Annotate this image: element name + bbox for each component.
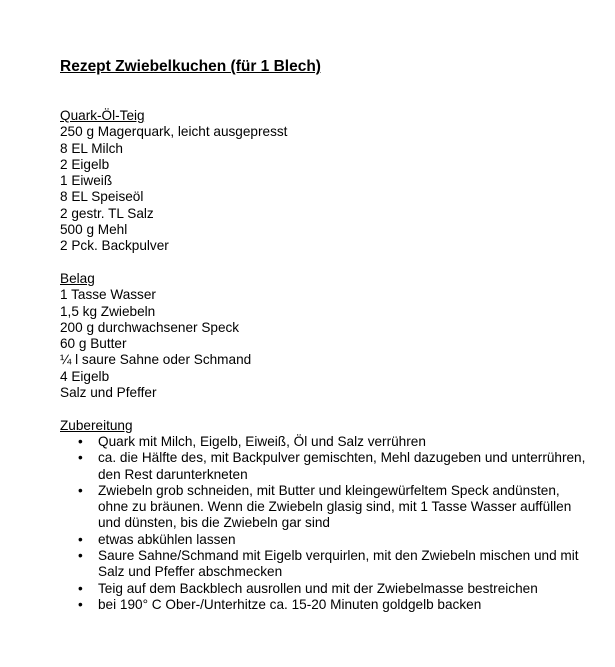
ingredient-line: 1 Eiweiß: [60, 173, 113, 189]
teig-heading: Quark-Öl-Teig: [60, 108, 145, 123]
step-text: Quark mit Milch, Eigelb, Eiweiß, Öl und Salz verrühren: [98, 433, 426, 449]
ingredient-line: 2 gestr. TL Salz: [60, 205, 154, 221]
recipe-title: Rezept Zwiebelkuchen (für 1 Blech): [60, 58, 321, 75]
step-item: [60, 450, 590, 483]
step-text: etwas abkühlen lassen: [98, 531, 236, 547]
zubereitung-section: [60, 418, 590, 614]
ingredient-line: Salz und Pfeffer: [60, 385, 157, 401]
ingredient-line: 1,5 kg Zwiebeln: [60, 303, 156, 319]
belag-heading: Belag: [60, 270, 95, 286]
ingredient-line: 200 g durchwachsener Speck: [60, 319, 240, 335]
step-item: [60, 483, 590, 532]
step-item: [60, 532, 590, 548]
ingredient-line: 2 Eigelb: [60, 156, 110, 172]
belag-section: [60, 271, 590, 401]
bullet-icon: •: [78, 433, 83, 449]
step-text: Saure Sahne/Schmand mit Eigelb verquirlen, mit den Zwiebeln mischen und mit Salz und Pfeffer abschmecken: [98, 548, 579, 580]
step-text: ca. die Hälfte des, mit Backpulver gemischten, Mehl dazugeben und unterrühren, den Rest darunterkneten: [98, 450, 586, 482]
step-item: [60, 548, 590, 581]
step-text: Teig auf dem Backblech ausrollen und mit der Zwiebelmasse bestreichen: [98, 580, 538, 596]
ingredient-line: 4 Eigelb: [60, 368, 110, 384]
bullet-icon: •: [78, 596, 83, 612]
ingredient-line: 250 g Magerquark, leicht ausgepresst: [60, 124, 288, 140]
step-item: [60, 597, 590, 613]
ingredient-line: 500 g Mehl: [60, 222, 128, 238]
zubereitung-heading: Zubereitung: [60, 417, 133, 433]
steps-list: [60, 434, 590, 613]
step-item: [60, 434, 590, 450]
bullet-icon: •: [78, 580, 83, 596]
step-text: Zwiebeln grob schneiden, mit Butter und kleingewürfeltem Speck andünsten, ohne zu bräunen. Wenn die Zwiebeln glasig sind, mit 1 Tasse Wasser auffüllen und dünsten, bis die Zwiebeln gar sind: [98, 482, 572, 531]
ingredient-line: 2 Pck. Backpulver: [60, 238, 169, 254]
bullet-icon: •: [78, 548, 83, 564]
ingredient-line: 8 EL Milch: [60, 140, 123, 156]
ingredient-line: 60 g Butter: [60, 336, 127, 352]
step-item: [60, 581, 590, 597]
recipe-content: [60, 108, 590, 613]
bullet-icon: •: [78, 531, 83, 547]
ingredient-line: 1 Tasse Wasser: [60, 287, 156, 303]
ingredient-line: 8 EL Speiseöl: [60, 189, 144, 205]
ingredient-line: ¼ l saure Sahne oder Schmand: [60, 352, 252, 368]
step-text: bei 190° C Ober-/Unterhitze ca. 15-20 Minuten goldgelb backen: [98, 596, 482, 612]
bullet-icon: •: [78, 482, 83, 498]
teig-section: [60, 108, 590, 255]
bullet-icon: •: [78, 450, 83, 466]
